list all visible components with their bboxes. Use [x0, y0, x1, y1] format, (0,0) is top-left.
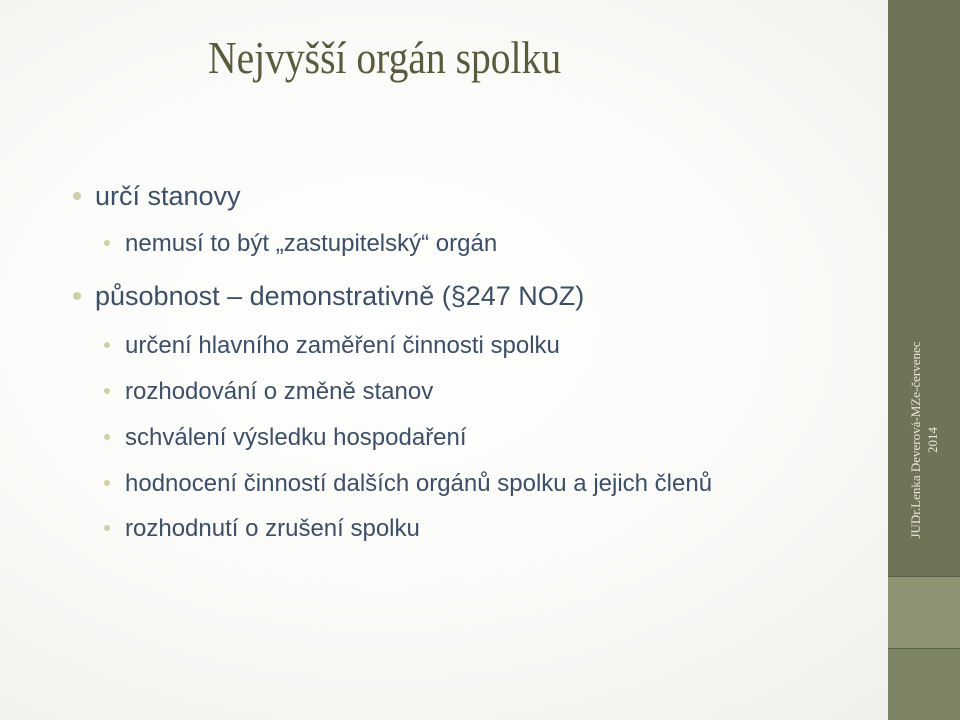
bullet-dot-icon	[73, 192, 81, 200]
bullet-text: hodnocení činností dalších orgánů spolku a jejich členů	[125, 470, 713, 497]
bullet-item	[95, 280, 584, 312]
bullet-dot-icon	[104, 480, 110, 486]
slide-title: Nejvyšší orgán spolku	[208, 32, 562, 83]
sub-bullet-item	[125, 377, 433, 407]
sidebar-swatch	[888, 576, 960, 649]
bullet-text: určení hlavního zaměření činnosti spolku	[125, 332, 560, 359]
footer-author: JUDr.Lenka Deverová-MZe-červenec	[908, 341, 923, 539]
footer-year: 2014	[925, 427, 940, 453]
sub-bullet-item	[125, 423, 467, 453]
bullet-text: určí stanovy	[95, 181, 241, 211]
slide-footer	[907, 320, 941, 560]
sidebar-swatch	[888, 648, 960, 720]
bullet-dot-icon	[104, 342, 110, 348]
bullet-text: rozhodnutí o zrušení spolku	[125, 515, 420, 542]
bullet-item	[95, 180, 241, 212]
sub-bullet-item	[125, 514, 420, 544]
bullet-dot-icon	[73, 292, 81, 300]
bullet-text: nemusí to být „zastupitelský“ orgán	[125, 230, 498, 257]
bullet-dot-icon	[104, 525, 110, 531]
sub-bullet-item	[125, 469, 712, 499]
bullet-dot-icon	[104, 434, 110, 440]
sub-bullet-item	[125, 229, 497, 259]
bullet-dot-icon	[104, 388, 110, 394]
bullet-text: schválení výsledku hospodaření	[125, 424, 467, 451]
bullet-dot-icon	[104, 240, 110, 246]
bullet-text: působnost – demonstrativně (§247 NOZ)	[95, 281, 585, 311]
sub-bullet-item	[125, 331, 560, 361]
bullet-text: rozhodování o změně stanov	[125, 378, 434, 405]
